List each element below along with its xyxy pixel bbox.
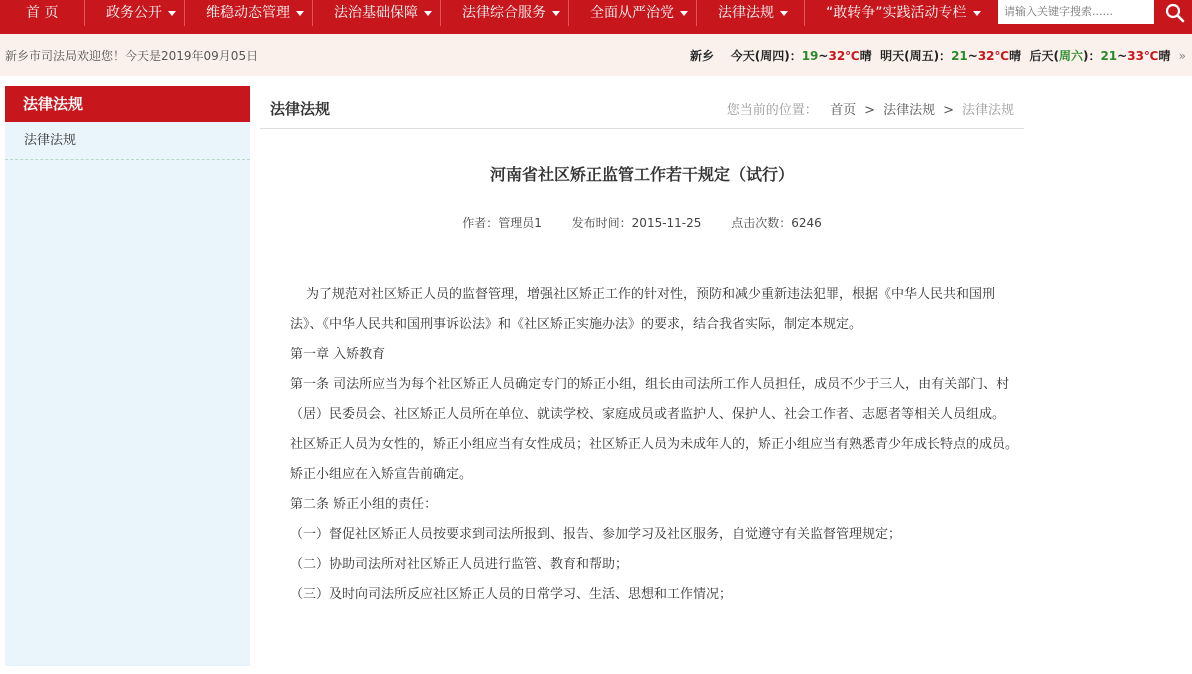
article-paragraph: （一）督促社区矫正人员按要求到司法所报到、报告、参加学习及社区服务，自觉遵守有关监督管理规定； [290, 527, 902, 542]
info-bar [0, 34, 1192, 76]
weather-today-cond: 晴 [859, 49, 872, 63]
search-button[interactable] [1156, 0, 1192, 26]
sidebar [5, 86, 250, 666]
article-author: 作者：管理员1 [462, 216, 542, 230]
nav-divider [440, 0, 441, 26]
nav-label: 法治基础保障 [334, 5, 418, 21]
article-body [290, 280, 1020, 610]
nav-special-column[interactable] [826, 0, 981, 26]
article-paragraph: 为了规范对社区矫正人员的监督管理，增强社区矫正工作的针对性，预防和减少重新违法犯罪，根据《中华人民共和国刑法》、《中华人民共和国刑事诉讼法》和《社区矫正实施办法》的要求，结合我省实际，制定本规定。 [290, 287, 996, 332]
section-title: 法律法规 [270, 100, 331, 118]
nav-rule-of-law-foundation[interactable] [334, 0, 432, 26]
weather-tomorrow-high: 32℃ [977, 49, 1010, 63]
nav-divider [696, 0, 697, 26]
weather-tomorrow-cond: 晴 [1009, 49, 1022, 63]
weather-more-icon[interactable]: » [1178, 49, 1186, 63]
nav-divider [804, 0, 805, 26]
article-title: 河南省社区矫正监管工作若干规定（试行） [489, 165, 794, 184]
breadcrumb-home-link[interactable]: 首页 [830, 103, 857, 118]
chevron-down-icon [780, 11, 788, 16]
breadcrumb-separator: > [864, 103, 876, 118]
article-paragraph: 第二条 矫正小组的责任： [290, 497, 438, 512]
search-input[interactable] [998, 0, 1154, 24]
nav-divider [312, 0, 313, 26]
weather-today-label: 今天(周四)： [730, 49, 802, 63]
weather-after-high: 33℃ [1127, 49, 1159, 63]
weather-tomorrow-label: 明天(周五)： [880, 49, 952, 63]
nav-divider [568, 0, 569, 26]
article-paragraph: 第一条 司法所应当为每个社区矫正人员确定专门的矫正小组，组长由司法所工作人员担任，成员不少于三人，由有关部门、村（居）民委员会、社区矫正人员所在单位、就读学校、家庭成员或者监护人、保护人、社会工作者、志愿者等相关人员组成。 [290, 377, 1010, 422]
welcome-text: 新乡市司法局欢迎您！今天是2019年09月05日 [5, 49, 259, 63]
sidebar-item-label: 法律法规 [24, 133, 77, 148]
weather-tilde: ~ [818, 49, 829, 63]
article-paragraph: 第一章 入矫教育 [290, 347, 386, 362]
sidebar-item-laws[interactable] [5, 122, 250, 160]
article-views: 点击次数：6246 [731, 216, 822, 230]
sidebar-title: 法律法规 [5, 86, 250, 122]
weather-after-suffix: )： [1082, 49, 1101, 63]
article-date: 发布时间：2015-11-25 [571, 216, 702, 230]
weather-city: 新乡 [689, 49, 714, 63]
article-paragraph: 矫正小组应在入矫宣告前确定。 [290, 467, 473, 482]
nav-label: 政务公开 [106, 5, 162, 21]
chevron-down-icon [973, 11, 981, 16]
nav-home[interactable] [26, 0, 58, 26]
nav-divider [84, 0, 85, 26]
chevron-down-icon [296, 11, 304, 16]
nav-divider [184, 0, 185, 26]
article-meta [260, 214, 1024, 231]
article-paragraph: （三）及时向司法所反应社区矫正人员的日常学习、生活、思想和工作情况； [290, 587, 733, 602]
nav-label: 维稳动态管理 [206, 5, 290, 21]
breadcrumb-laws-link[interactable]: 法律法规 [883, 103, 936, 118]
weather-tilde: ~ [1117, 49, 1128, 63]
chevron-down-icon [680, 11, 688, 16]
weather-after-prefix: 后天( [1029, 49, 1059, 63]
chevron-down-icon [552, 11, 560, 16]
nav-label: 法律综合服务 [462, 5, 546, 21]
article-paragraph: 社区矫正人员为女性的，矫正小组应当有女性成员；社区矫正人员为未成年人的，矫正小组应当有熟悉青少年成长特点的成员。 [290, 437, 1019, 452]
weather-tilde: ~ [967, 49, 978, 63]
article-paragraph: （二）协助司法所对社区矫正人员进行监管、教育和帮助； [290, 557, 629, 572]
nav-government-affairs[interactable] [106, 0, 176, 26]
nav-home-label: 首 页 [26, 5, 59, 21]
weather-after-low: 21 [1100, 49, 1118, 63]
nav-stability-management[interactable] [206, 0, 304, 26]
chevron-down-icon [424, 11, 432, 16]
nav-laws-regulations[interactable] [718, 0, 788, 26]
breadcrumb [727, 99, 1014, 118]
nav-label: “敢转争”实践活动专栏 [826, 5, 967, 21]
nav-party-discipline[interactable] [590, 0, 688, 26]
chevron-down-icon [168, 11, 176, 16]
weather-today-high: 32℃ [828, 49, 860, 63]
breadcrumb-prefix: 您当前的位置： [726, 103, 818, 118]
weather-after-day: 周六 [1058, 49, 1083, 63]
nav-label: 全面从严治党 [590, 5, 674, 21]
nav-legal-services[interactable] [462, 0, 560, 26]
weather-forecast [690, 47, 1186, 64]
weather-tomorrow-low: 21 [951, 49, 968, 63]
weather-today-low: 19 [801, 49, 819, 63]
nav-label: 法律法规 [718, 5, 774, 21]
breadcrumb-current: 法律法规 [961, 103, 1014, 118]
weather-after-cond: 晴 [1158, 49, 1171, 63]
top-nav [0, 0, 1192, 34]
main-header [260, 86, 1024, 129]
breadcrumb-separator: > [943, 103, 954, 118]
search-icon [1165, 3, 1185, 23]
